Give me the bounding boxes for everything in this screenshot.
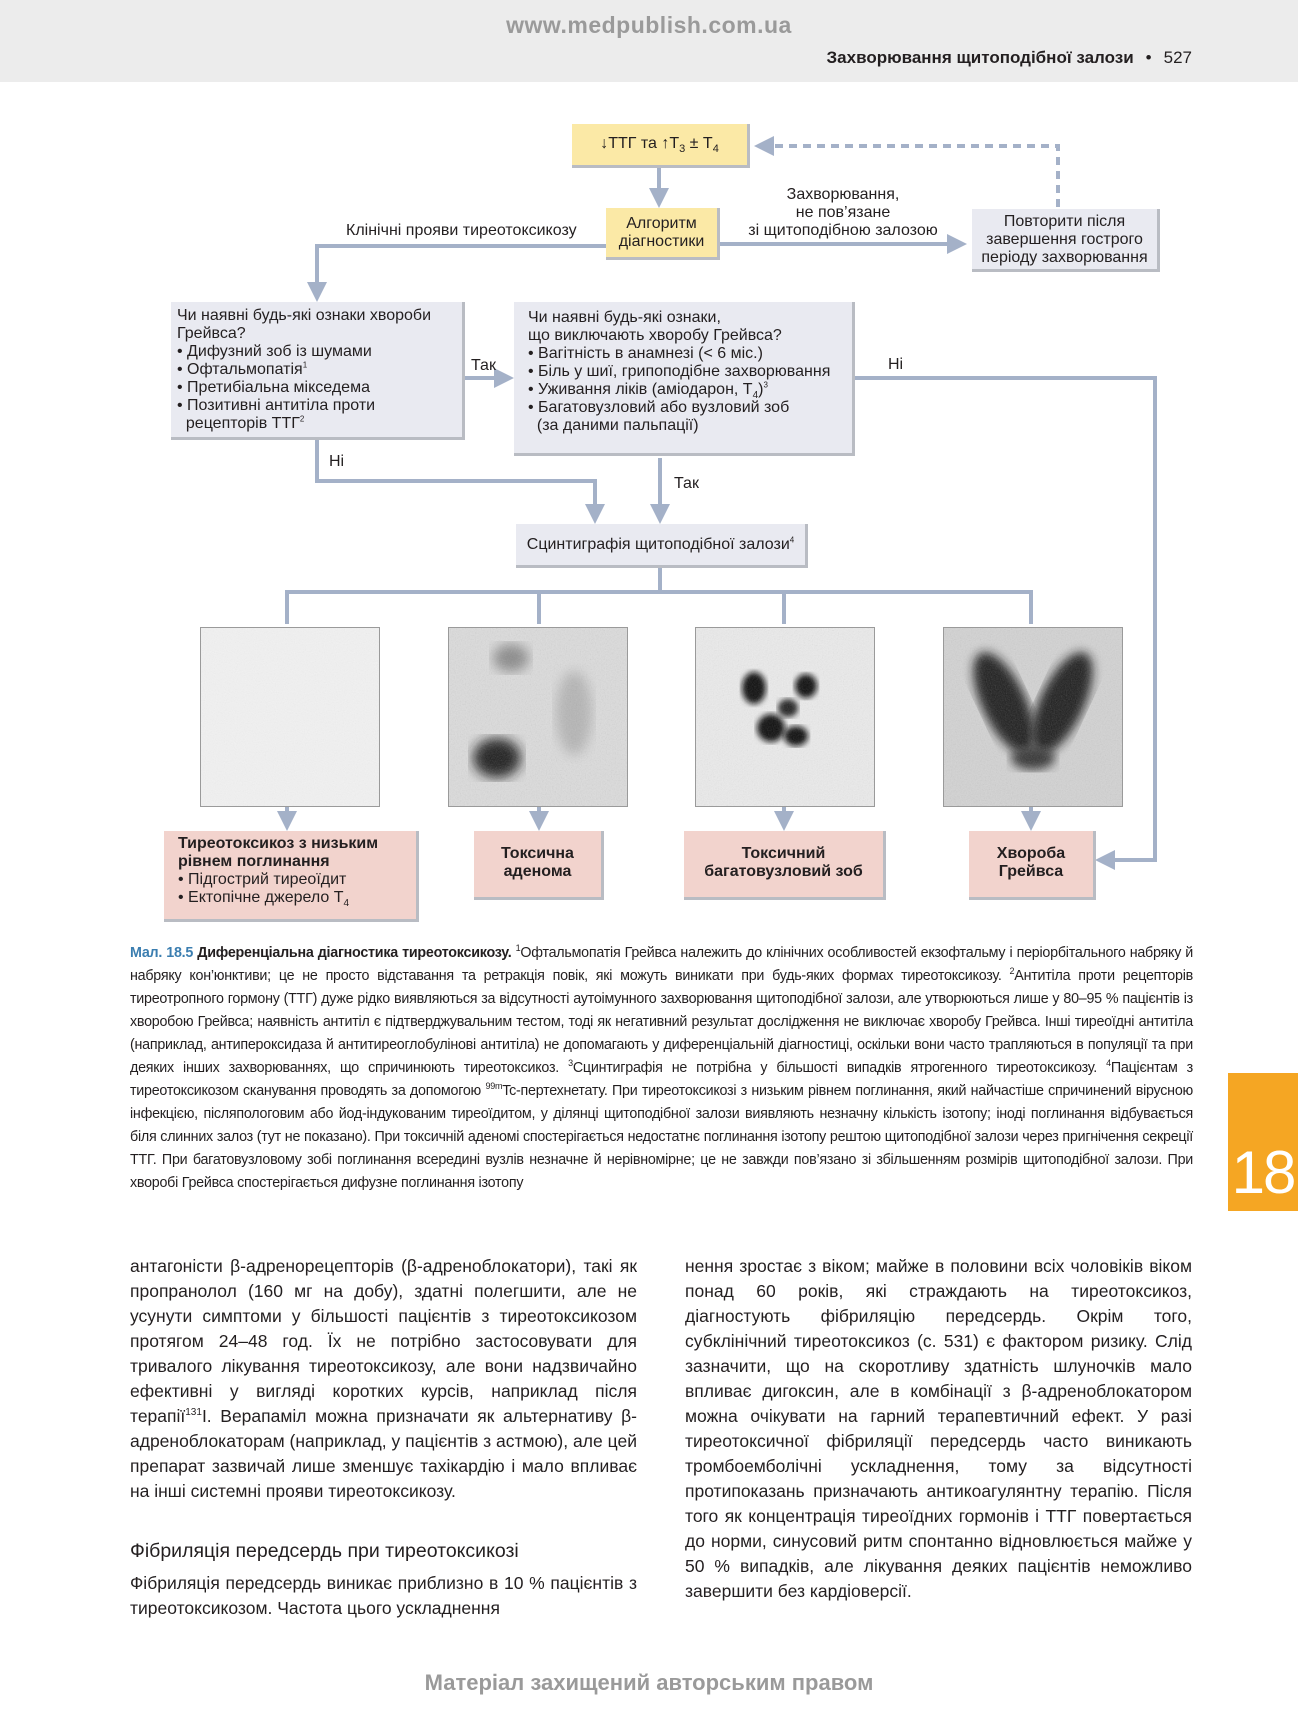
scan-multinodular	[695, 627, 875, 807]
flow-box-tsh: ↓ТТГ та $↑Т_3 \pm Т_4$	[572, 124, 750, 168]
running-title: Захворювання щитоподібної залози	[826, 48, 1134, 67]
label-clinical: Клінічні прояви тиреотоксикозу	[346, 222, 577, 239]
flow-box-algorithm: Алгоритм діагностики	[606, 208, 720, 260]
scan-low-uptake	[200, 627, 380, 807]
label-no-right: Ні	[888, 356, 904, 373]
figure-title: Диференціальна діагностика тиреотоксикозу.	[197, 945, 512, 961]
label-no-left: Ні	[329, 453, 345, 470]
section-title: Фібриляція передсердь при тиреотоксикозі	[130, 1540, 519, 1562]
body-right-column: нення зростає з віком; майже в половини всіх чоловіків віком понад 60 років, які страждають на тиреотоксикоз, діагностують фібриляцію передсердь. Окрім того, субклінічний тиреотоксикоз (с. 531) є фактором ризику. Слід зазначити, що на скоротливу здатність шлуночків мало впливає дигоксин, але в комбінації з β-адреноблокатором можна очікувати на гарний терапевтичний ефект. У разі тиреотоксичної фібриляції передсердь часто виникають тромбоемболічні ускладнення, тому за відсутності протипоказань призначають антикоагулянтну терапію. Після того як концентрація тиреоїдних гормонів і ТТГ повертається до норми, синусовий ритм спонтанно відновлюється майже у 50 % випадків, але лікування деяких пацієнтів неможливо завершити без кардіоверсії.	[685, 1256, 1192, 1601]
outcome-low-uptake: Тиреотоксикоз з низьким рівнем поглинання • Підгострий тиреоїдит • Ектопічне джерело $Т_4$	[164, 831, 419, 922]
scan-toxic-adenoma	[448, 627, 628, 807]
arrow-algorithm-to-graves-signs	[317, 246, 608, 298]
outcome-multinodular: Токсичний багатовузловий зоб	[684, 831, 886, 900]
label-yes-2: Так	[674, 475, 699, 492]
page-number: 527	[1163, 48, 1192, 67]
site-url[interactable]: www.medpublish.com.ua	[506, 12, 792, 38]
chapter-number: 18	[1231, 1139, 1295, 1206]
label-yes-1: Так	[471, 357, 496, 374]
flow-box-graves-signs: Чи наявні будь-які ознаки хвороби Грейвса? • Дифузний зоб із шумами • Офтальмопатія$^1$ • Претибіальна мікседема • Позитивні антитіла проти рецепторів ТТГ$^2$	[171, 302, 465, 440]
scan-graves	[943, 627, 1123, 807]
scan-multinodular-image	[696, 628, 874, 806]
flow-box-exclude-graves: Чи наявні будь-які ознаки, що виключають хворобу Грейвса? • Вагітність в анамнезі (< 6 міс.) • Біль у шиї, грипоподібне захворювання • Уживання ліків (аміодарон, $Т_4)^3$ • Багатовузловий або вузловий зоб (за даними пальпації)	[514, 302, 855, 456]
chapter-tab	[1228, 1073, 1298, 1211]
scan-low-uptake-image	[201, 628, 379, 806]
scan-graves-image	[944, 628, 1122, 806]
copyright-footer: Матеріал захищений авторським правом	[424, 1670, 874, 1695]
label-not-related: Захворювання, не пов’язане зі щитоподібною залозою	[748, 186, 938, 239]
outcome-toxic-adenoma: Токсична аденома	[474, 831, 604, 900]
body-left-column-bottom: Фібриляція передсердь виникає приблизно в 10 % пацієнтів з тиреотоксикозом. Частота цього ускладнення	[130, 1573, 637, 1618]
body-left-column-top: антагоністи β-адренорецепторів (β-адреноблокатори), такі як пропранолол (160 мг на добу), здатні полегшити, але не усунути симптоми у більшості пацієнтів з тиреотоксикозом протягом 24–48 год. Їх не потрібно застосовувати для тривалого лікування тиреотоксикозу, але вони надзвичайно ефективні у вигляді коротких курсів, наприклад після терапії$^{131}$I. Верапаміл можна призначати як альтернативу β-адреноблокаторам (наприклад, у пацієнтів з астмою), але цей препарат зазвичай лише зменшує тахікардію і мало впливає на інші системні прояви тиреотоксикозу.	[130, 1256, 637, 1501]
flow-box-scintigraphy: Сцинтиграфія щитоподібної залози$^4$	[516, 524, 808, 568]
flow-box-repeat: Повторити після завершення гострого періоду захворювання	[972, 209, 1160, 272]
figure-caption: Мал. 18.5 Диференціальна діагностика тиреотоксикозу. $^1$Офтальмопатія Грейвса належить до клінічних особливостей екзофтальму і періорбітального набряку й набряку кон’юнктиви; це не просто відставання та ретракція повік, які можуть виникати при будь-яких формах тиреотоксикозу. $^2$Антитіла проти рецепторів тиреотропного гормону (ТТГ) дуже рідко виявляються за відсутності аутоімунного захворювання щитоподібної залози, але утворюються лише у 80–95 % пацієнтів із хворобою Грейвса; наявність антитіл є підтверджувальним тестом, тоді як негативний результат дослідження не виключає хворобу Грейвса. Інші тиреоїдні антитіла (наприклад, антипероксидаза й антитиреоглобулінові антитіла) не допомагають у диференціальній діагностиці, оскільки вони часто трапляються в популяції та при деяких інших захворюваннях, що спричинюють тиреотоксикоз. $^3$Сцинтиграфія не потрібна у більшості випадків ятрогенного тиреотоксикозу. $^4$Пацієнтам з тиреотоксикозом сканування проводять за допомогою $^{99m}$Tc-пертехнетату. При тиреотоксикозі з низьким рівнем поглинання, який найчастіше спричинений вірусною інфекцією, післяпологовим або йод-індукованим тиреоїдитом, у ділянці щитоподібної залози виявляють незначну кількість ізотопу; іноді поглинання відбувається біля слинних залоз (тут не показано). При токсичній аденомі спостерігається недостатнє поглинання ізотопу рештою щитоподібної залози через пригнічення секреції ТТГ. При багатовузловому зобі поглинання всередині вузлів незначне й нерівномірне; це не завжди пов’язано зі збільшенням розмірів щитоподібної залози. При хворобі Грейвса спостерігається дифузне поглинання ізотопу	[130, 943, 1194, 1191]
outcome-graves: Хвороба Грейвса	[969, 831, 1096, 900]
header-bullet: •	[1145, 48, 1152, 67]
scan-toxic-adenoma-image	[449, 628, 627, 806]
figure-label: Мал. 18.5	[130, 945, 194, 961]
